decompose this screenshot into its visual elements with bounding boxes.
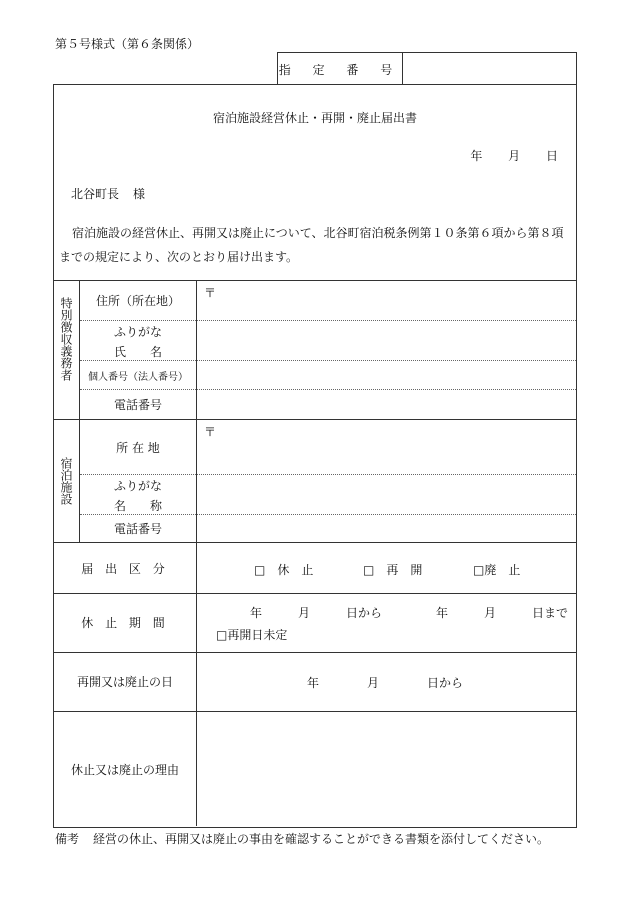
facility-location-field[interactable] [197, 420, 575, 474]
document-title: 宿泊施設経営休止・再開・廃止届出書 [212, 111, 417, 125]
addressee [71, 185, 145, 202]
option-resume-undecided[interactable]: □再開日未定 [216, 628, 288, 642]
period-from[interactable]: 年 月 日から [250, 606, 383, 620]
facility-name-field[interactable] [197, 475, 575, 513]
obligor-address-label: 住所（所在地） [95, 293, 180, 308]
obligor-group-label: 特別徴収義務者 [59, 297, 73, 381]
designated-number-label: 指 定 番 号 [278, 53, 403, 85]
obligor-id-label: 個人番号（法人番号） [88, 371, 188, 383]
facility-postal-mark: 〒 [204, 425, 217, 439]
option-abolition[interactable]: □廃 止 [473, 563, 521, 577]
obligor-name-label: 氏 名 [113, 344, 162, 359]
body-text: 宿泊施設の経営休止、再開又は廃止について、北谷町宿泊税条例第１０条第６項から第８項までの規定により、次のとおり届け出ます。 [59, 226, 564, 264]
form-number-label: 第５号様式（第６条関係） [55, 37, 200, 51]
obligor-address-field[interactable] [197, 281, 575, 319]
obligor-id-field[interactable] [197, 361, 575, 389]
addressee-honorific: 様 [133, 187, 146, 201]
resume-abolition-date-label: 再開又は廃止の日 [76, 675, 173, 689]
option-resumption[interactable]: □ 再 開 [363, 563, 423, 577]
reason-label: 休止又は廃止の理由 [70, 763, 179, 777]
reason-field[interactable] [197, 712, 575, 826]
facility-group-label: 宿泊施設 [59, 457, 73, 505]
facility-name-label: 名 称 [113, 498, 162, 513]
facility-furigana-label: ふりがな [113, 478, 162, 493]
designated-number-field[interactable] [403, 53, 576, 85]
addressee-name: 北谷町長 [71, 187, 120, 201]
remarks-label: 備考 [55, 832, 80, 846]
form-frame [53, 84, 577, 828]
facility-phone-field[interactable] [197, 515, 575, 542]
obligor-phone-label: 電話番号 [113, 397, 162, 412]
remarks [55, 830, 549, 847]
facility-location-label: 所 在 地 [116, 440, 160, 455]
obligor-phone-field[interactable] [197, 390, 575, 418]
designated-number-box [277, 52, 577, 85]
date-line[interactable]: 年 月 日 [470, 149, 558, 163]
obligor-name-field[interactable] [197, 321, 575, 359]
notification-type-label: 届 出 区 分 [81, 561, 169, 576]
remarks-text: 経営の休止、再開又は廃止の事由を確認することができる書類を添付してください。 [93, 832, 550, 846]
obligor-furigana-label: ふりがな [113, 324, 162, 339]
period-to[interactable]: 年 月 日まで [436, 606, 569, 620]
option-suspension[interactable]: □ 休 止 [254, 563, 314, 577]
resume-abolition-date[interactable]: 年 月 日から [307, 676, 464, 690]
obligor-postal-mark: 〒 [204, 286, 217, 300]
facility-phone-label: 電話番号 [113, 522, 162, 536]
suspension-period-label: 休 止 期 間 [81, 616, 169, 630]
